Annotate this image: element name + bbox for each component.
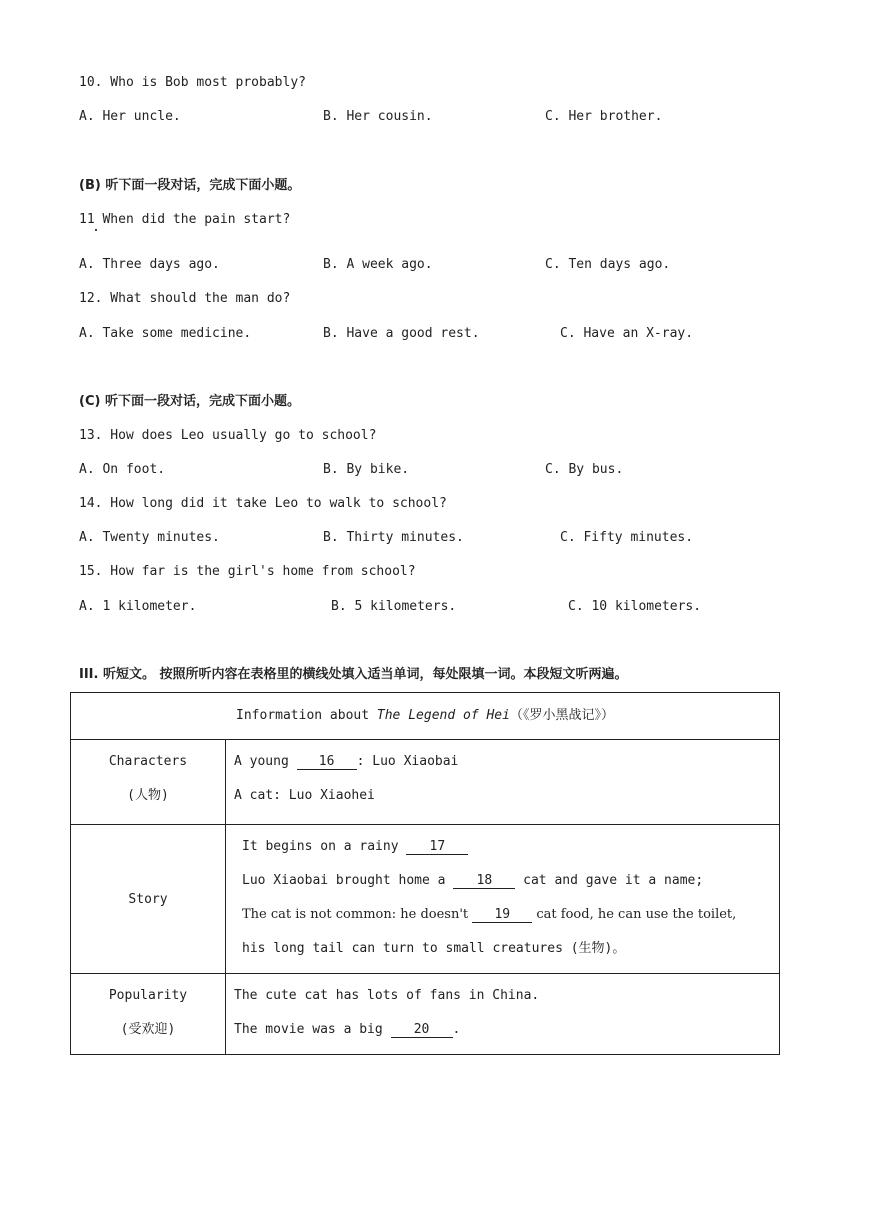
option-13b: B. By bike. <box>323 462 410 477</box>
popularity-line-1: The cute cat has lots of fans in China. <box>234 988 540 1003</box>
popularity-label-cell <box>71 974 226 1055</box>
option-15b: B. 5 kilometers. <box>331 599 457 614</box>
question-15: 15. How far is the girl's home from school? <box>79 564 416 579</box>
option-14b: B. Thirty minutes. <box>323 530 464 545</box>
option-14c: C. Fifty minutes. <box>560 530 694 545</box>
option-11b: B. A week ago. <box>323 257 433 272</box>
section-b-header: (B) 听下面一段对话，完成下面小题。 <box>79 178 301 193</box>
option-15c: C. 10 kilometers. <box>568 599 702 614</box>
option-11c: C. Ten days ago. <box>545 257 671 272</box>
characters-line-1: A young 16 : Luo Xiaobai <box>234 754 459 769</box>
story-row <box>71 825 780 974</box>
section-c-header: (C) 听下面一段对话，完成下面小题。 <box>79 394 300 409</box>
info-table <box>70 692 780 1055</box>
characters-label-cn: (人物) <box>127 788 169 803</box>
blank-19: 19 <box>472 908 532 923</box>
story-label-cell <box>71 825 226 974</box>
popularity-label: Popularity <box>108 988 188 1003</box>
characters-label: Characters <box>108 754 188 769</box>
question-13: 13. How does Leo usually go to school? <box>79 428 377 443</box>
question-12: 12. What should the man do? <box>79 291 291 306</box>
popularity-label-cn: (受欢迎) <box>120 1022 176 1037</box>
blank-20: 20 <box>391 1023 453 1038</box>
option-12c: C. Have an X-ray. <box>560 326 694 341</box>
option-11a: A. Three days ago. <box>79 257 220 272</box>
option-15a: A. 1 kilometer. <box>79 599 197 614</box>
question-11: 11 When did the pain start? <box>79 212 291 227</box>
characters-line-2: A cat: Luo Xiaohei <box>234 788 375 803</box>
popularity-line-2: The movie was a big 20 . <box>234 1022 461 1037</box>
option-10c: C. Her brother. <box>545 109 663 124</box>
story-content-cell <box>226 825 780 974</box>
story-line-1: It begins on a rainy 17 <box>242 830 779 864</box>
story-label: Story <box>128 891 168 907</box>
option-12b: B. Have a good rest. <box>323 326 480 341</box>
stray-dot <box>95 229 97 231</box>
title-prefix: Information about <box>236 708 377 723</box>
blank-16: 16 <box>297 755 357 770</box>
story-line-3: The cat is not common: he doesn't 19 cat food, he can use the toilet, <box>242 907 737 922</box>
characters-row <box>71 740 780 825</box>
table-title <box>71 693 780 740</box>
option-10a: A. Her uncle. <box>79 109 181 124</box>
option-13a: A. On foot. <box>79 462 166 477</box>
characters-label-cell <box>71 740 226 825</box>
option-12a: A. Take some medicine. <box>79 326 252 341</box>
story-line-4: his long tail can turn to small creatures (生物)。 <box>242 941 626 956</box>
table-title-row <box>71 693 780 740</box>
section-3-header: III. 听短文。 按照所听内容在表格里的横线处填入适当单词，每处限填一词。本段短文听两遍。 <box>79 667 628 682</box>
title-suffix: （《罗小黑战记》） <box>509 708 614 723</box>
story-line-2: Luo Xiaobai brought home a 18 cat and gave it a name; <box>242 873 704 888</box>
question-10: 10. Who is Bob most probably? <box>79 75 306 90</box>
popularity-row <box>71 974 780 1055</box>
option-14a: A. Twenty minutes. <box>79 530 220 545</box>
title-italic: The Legend of Hei <box>376 708 510 723</box>
blank-17: 17 <box>406 840 468 855</box>
option-10b: B. Her cousin. <box>323 109 433 124</box>
option-13c: C. By bus. <box>545 462 624 477</box>
characters-content-cell <box>226 740 780 825</box>
popularity-content-cell <box>226 974 780 1055</box>
blank-18: 18 <box>453 874 515 889</box>
question-14: 14. How long did it take Leo to walk to school? <box>79 496 447 511</box>
